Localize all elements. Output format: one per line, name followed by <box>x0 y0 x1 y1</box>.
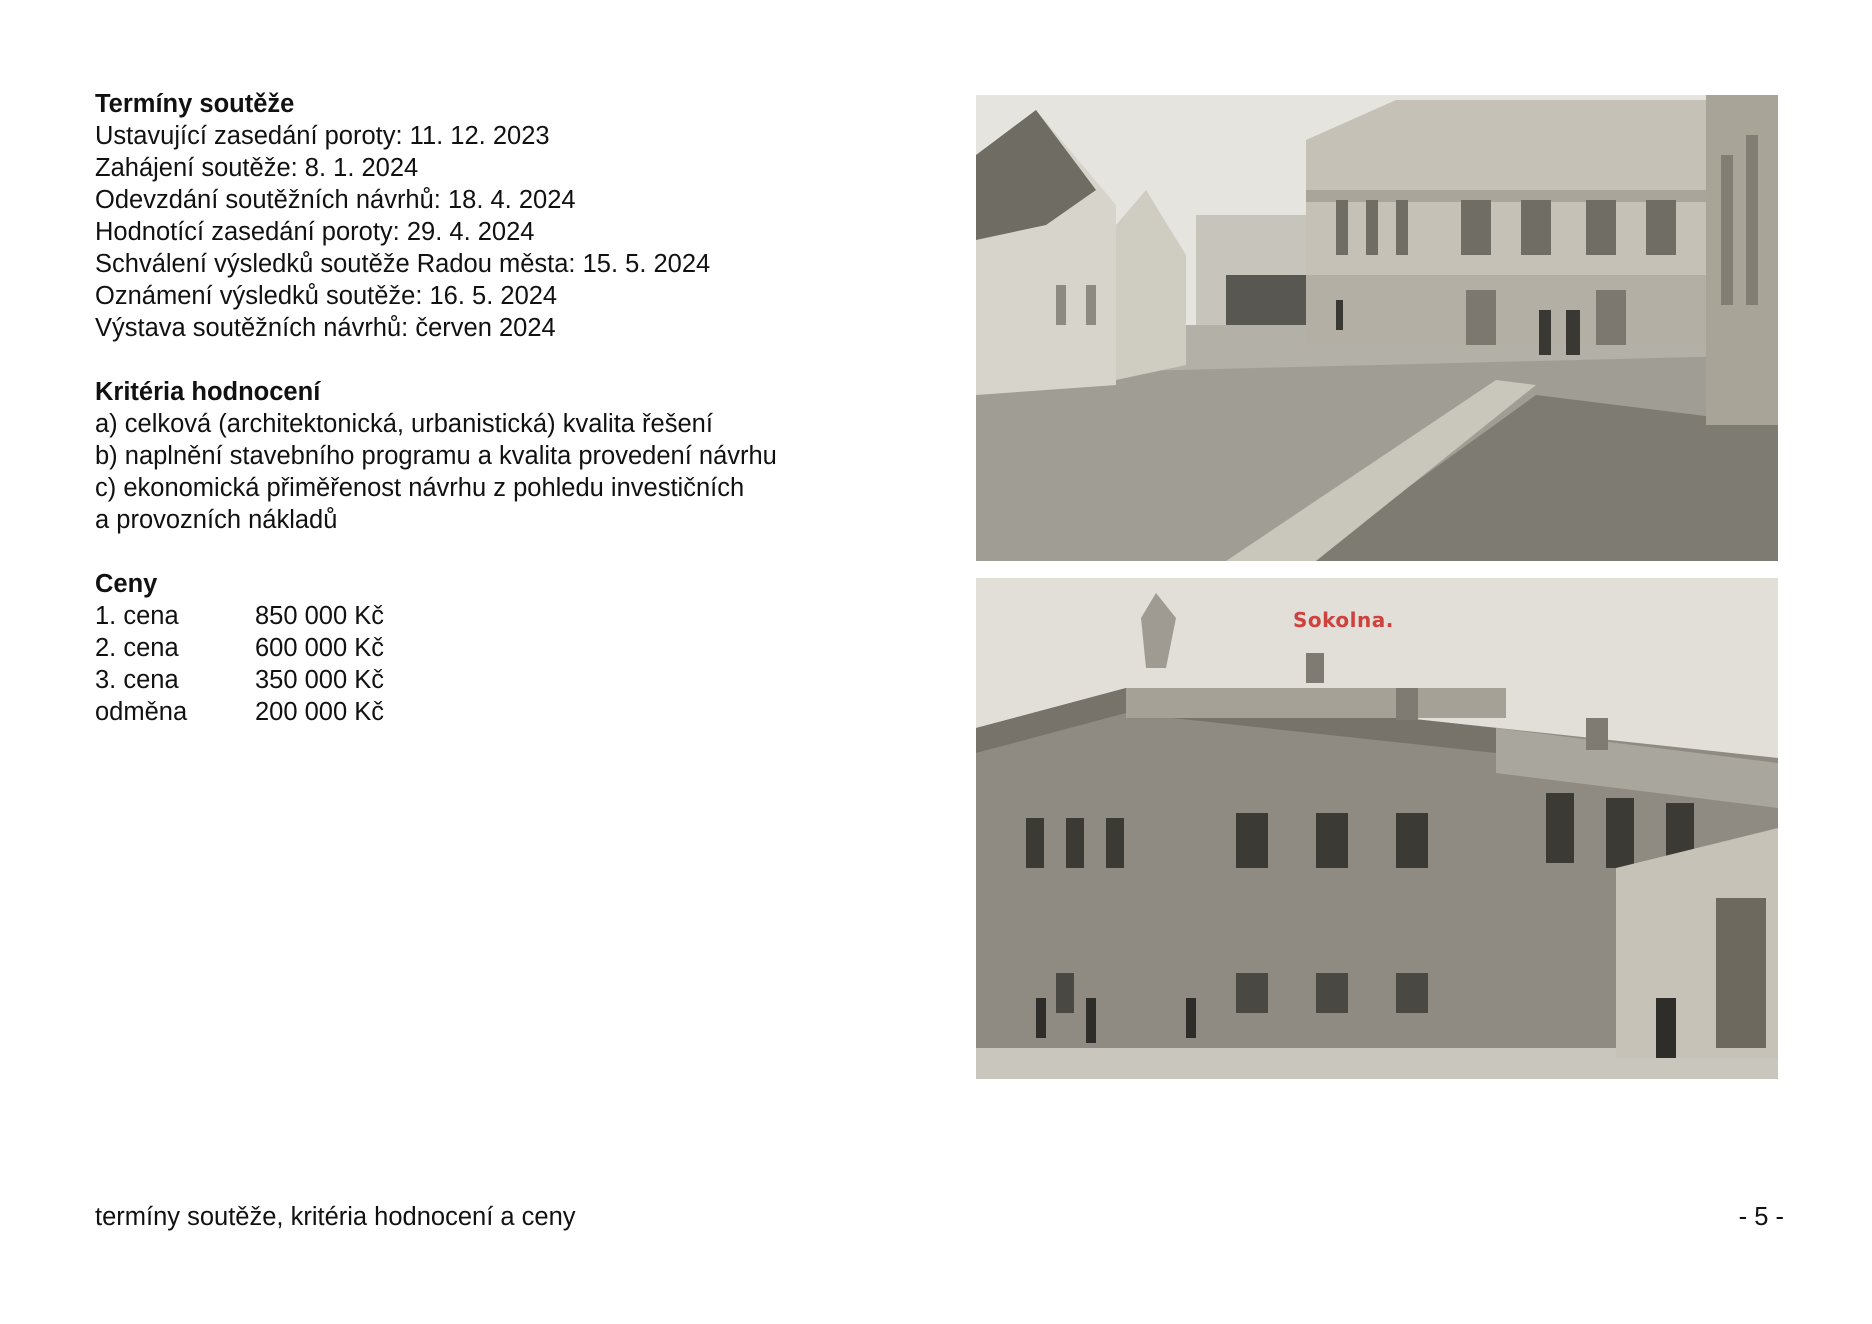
street-photo-illustration <box>976 95 1778 561</box>
prize-label: 3. cena <box>95 666 179 694</box>
terms-line: Odevzdání soutěžních návrhů: 18. 4. 2024 <box>95 186 576 214</box>
terms-line: Ustavující zasedání poroty: 11. 12. 2023 <box>95 122 550 150</box>
content-column <box>95 88 895 760</box>
prize-amount: 850 000 Kč <box>255 602 385 630</box>
criteria-line: b) naplnění stavebního programu a kvalita provedení návrhu <box>95 442 777 470</box>
terms-line: Zahájení soutěže: 8. 1. 2024 <box>95 154 419 182</box>
prizes-section <box>95 568 895 728</box>
historic-street-photo <box>976 95 1778 561</box>
terms-section <box>95 88 895 344</box>
prize-row <box>95 600 895 632</box>
footer-title: termíny soutěže, kritéria hodnocení a ceny <box>95 1203 576 1231</box>
prize-row <box>95 632 895 664</box>
prize-label: 1. cena <box>95 602 179 630</box>
criteria-line: a) celková (architektonická, urbanistická) kvalita řešení <box>95 410 713 438</box>
terms-line: Hodnotící zasedání poroty: 29. 4. 2024 <box>95 218 535 246</box>
criteria-line: a provozních nákladů <box>95 506 338 534</box>
prize-row <box>95 664 895 696</box>
criteria-heading: Kritéria hodnocení <box>95 378 321 406</box>
postcard-caption: Sokolna. <box>1293 608 1394 632</box>
prize-amount: 600 000 Kč <box>255 634 385 662</box>
terms-line: Výstava soutěžních návrhů: červen 2024 <box>95 314 556 342</box>
page-number: - 5 - <box>1738 1203 1784 1231</box>
sokolna-postcard-photo <box>976 578 1778 1079</box>
prize-label: 2. cena <box>95 634 179 662</box>
prize-amount: 200 000 Kč <box>255 698 385 726</box>
criteria-section <box>95 376 895 536</box>
prizes-heading: Ceny <box>95 570 158 598</box>
terms-line: Schválení výsledků soutěže Radou města: 15. 5. 2024 <box>95 250 711 278</box>
prize-row <box>95 696 895 728</box>
terms-line: Oznámení výsledků soutěže: 16. 5. 2024 <box>95 282 558 310</box>
prize-amount: 350 000 Kč <box>255 666 385 694</box>
postcard-illustration <box>976 578 1778 1079</box>
criteria-line: c) ekonomická přiměřenost návrhu z pohledu investičních <box>95 474 745 502</box>
terms-heading: Termíny soutěže <box>95 90 295 118</box>
prize-label: odměna <box>95 698 188 726</box>
